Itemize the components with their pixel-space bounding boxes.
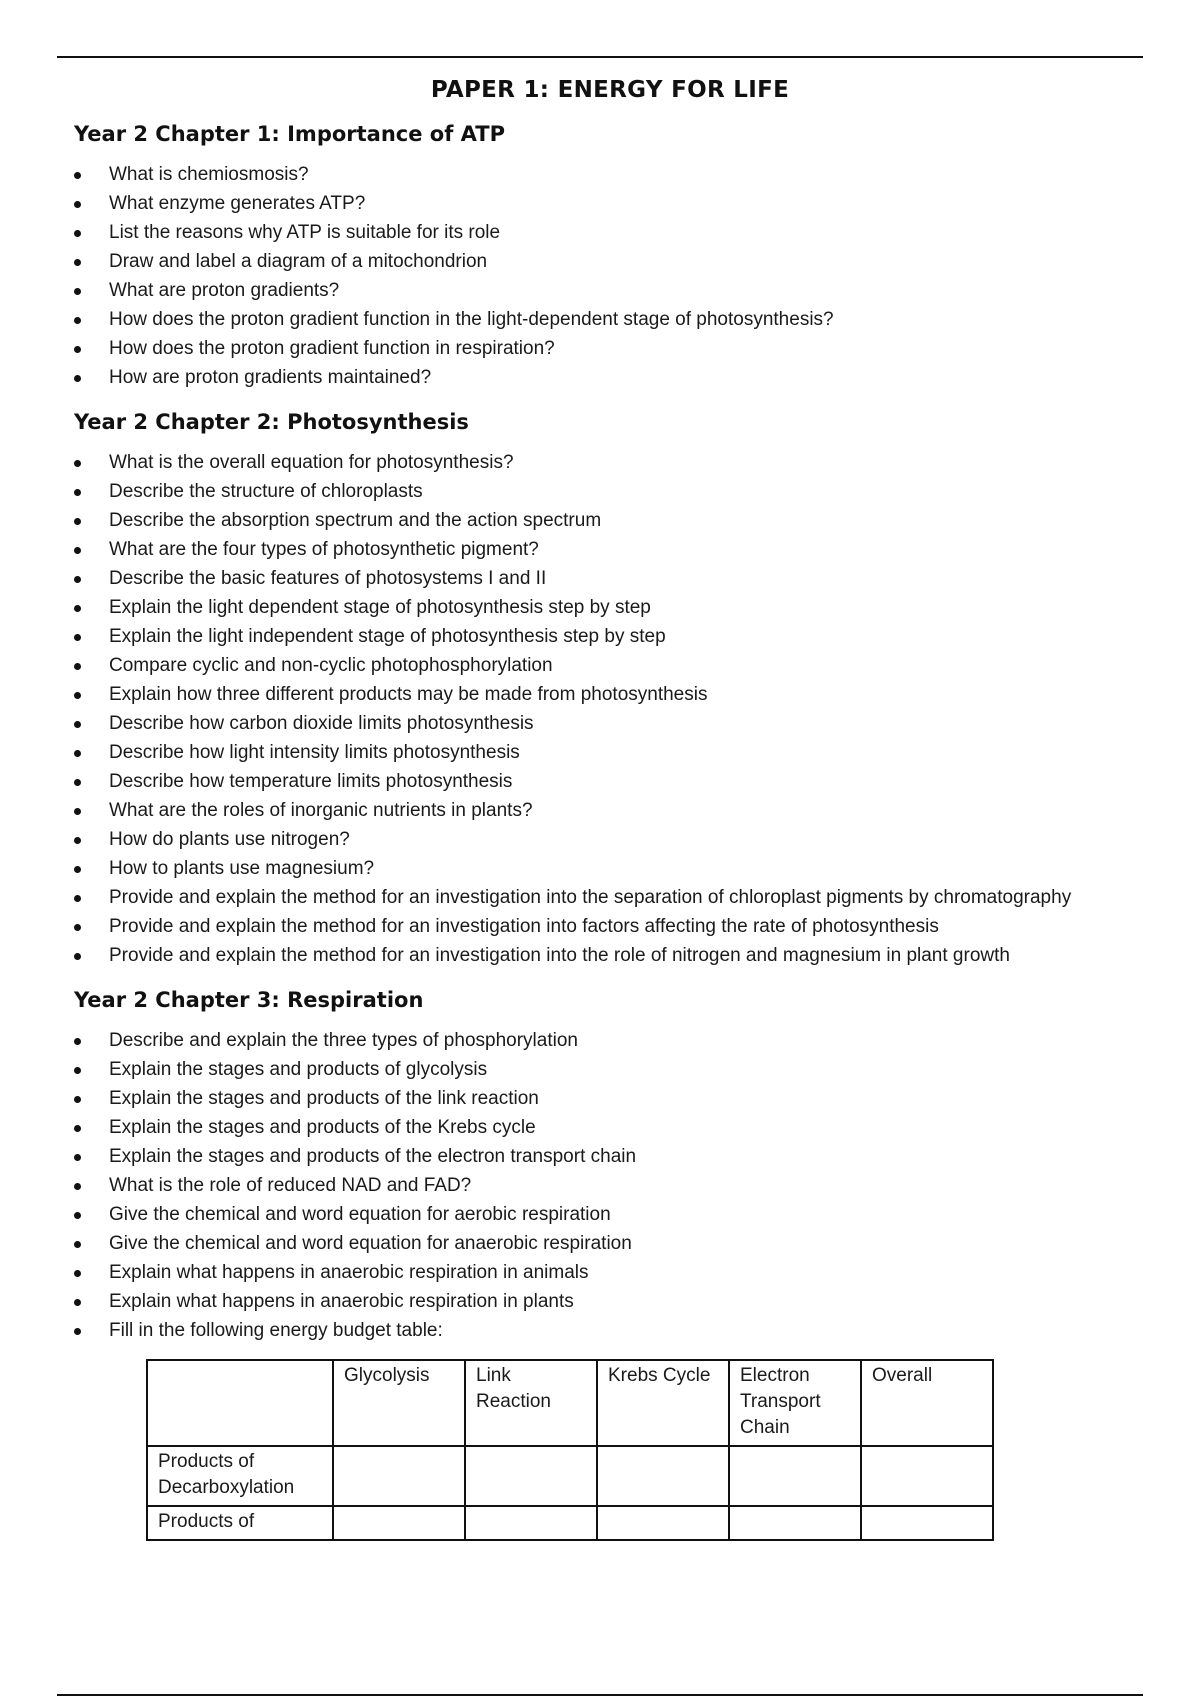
table-cell[interactable] — [333, 1446, 465, 1506]
list-item: List the reasons why ATP is suitable for its role — [74, 218, 1134, 247]
table-header-cell: Krebs Cycle — [597, 1360, 729, 1446]
list-item: What are proton gradients? — [74, 276, 1134, 305]
table-cell[interactable] — [465, 1506, 597, 1540]
table-cell[interactable] — [729, 1446, 861, 1506]
document-page — [74, 74, 1134, 1541]
table-header-cell: Glycolysis — [333, 1360, 465, 1446]
table-cell[interactable] — [597, 1506, 729, 1540]
list-item: How to plants use magnesium? — [74, 854, 1134, 883]
list-item: Describe the absorption spectrum and the action spectrum — [74, 506, 1134, 535]
table-row-label: Products of Decarboxylation — [147, 1446, 333, 1506]
list-item: Give the chemical and word equation for anaerobic respiration — [74, 1229, 1134, 1258]
list-item: Fill in the following energy budget table: — [74, 1316, 1134, 1345]
list-item: Explain what happens in anaerobic respiration in plants — [74, 1287, 1134, 1316]
list-item: Explain the light dependent stage of photosynthesis step by step — [74, 593, 1134, 622]
table-cell[interactable] — [333, 1506, 465, 1540]
table-row-label: Products of — [147, 1506, 333, 1540]
list-item: Describe how carbon dioxide limits photosynthesis — [74, 709, 1134, 738]
list-item: Draw and label a diagram of a mitochondrion — [74, 247, 1134, 276]
list-item: What is chemiosmosis? — [74, 160, 1134, 189]
list-item: Explain the stages and products of glycolysis — [74, 1055, 1134, 1084]
chapter-3-section — [74, 984, 1134, 1541]
list-item: Explain how three different products may be made from photosynthesis — [74, 680, 1134, 709]
list-item: Compare cyclic and non-cyclic photophosphorylation — [74, 651, 1134, 680]
chapter-2-question-list — [74, 448, 1134, 970]
table-cell[interactable] — [465, 1446, 597, 1506]
list-item: How are proton gradients maintained? — [74, 363, 1134, 392]
table-cell[interactable] — [729, 1506, 861, 1540]
list-item: Describe and explain the three types of phosphorylation — [74, 1026, 1134, 1055]
chapter-1-heading: Year 2 Chapter 1: Importance of ATP — [74, 122, 506, 146]
list-item: Give the chemical and word equation for aerobic respiration — [74, 1200, 1134, 1229]
energy-budget-table — [146, 1359, 994, 1541]
table-cell[interactable] — [861, 1506, 993, 1540]
table-row — [147, 1506, 993, 1540]
chapter-1-section — [74, 118, 1134, 392]
list-item: What is the overall equation for photosynthesis? — [74, 448, 1134, 477]
table-header-cell — [147, 1360, 333, 1446]
list-item: How does the proton gradient function in the light-dependent stage of photosynthesis? — [74, 305, 1134, 334]
list-item: What enzyme generates ATP? — [74, 189, 1134, 218]
table-cell[interactable] — [861, 1446, 993, 1506]
list-item: What are the four types of photosynthetic pigment? — [74, 535, 1134, 564]
chapter-3-question-list — [74, 1026, 1134, 1345]
bottom-rule — [57, 1694, 1143, 1696]
list-item: Explain the stages and products of the electron transport chain — [74, 1142, 1134, 1171]
list-item: Explain the stages and products of the Krebs cycle — [74, 1113, 1134, 1142]
list-item: How does the proton gradient function in respiration? — [74, 334, 1134, 363]
list-item: Explain the stages and products of the link reaction — [74, 1084, 1134, 1113]
top-rule — [57, 56, 1143, 58]
table-row — [147, 1446, 993, 1506]
table-header-cell: Overall — [861, 1360, 993, 1446]
list-item: Describe how temperature limits photosynthesis — [74, 767, 1134, 796]
list-item: How do plants use nitrogen? — [74, 825, 1134, 854]
list-item: Provide and explain the method for an investigation into factors affecting the rate of photosynthesis — [74, 912, 1134, 941]
list-item: Provide and explain the method for an investigation into the role of nitrogen and magnesium in plant growth — [74, 941, 1134, 970]
chapter-2-section — [74, 406, 1134, 970]
list-item: Provide and explain the method for an investigation into the separation of chloroplast pigments by chromatography — [74, 883, 1134, 912]
list-item: Describe the basic features of photosystems I and II — [74, 564, 1134, 593]
chapter-1-question-list — [74, 160, 1134, 392]
chapter-2-heading: Year 2 Chapter 2: Photosynthesis — [74, 410, 469, 434]
table-header-row — [147, 1360, 993, 1446]
list-item: What are the roles of inorganic nutrients in plants? — [74, 796, 1134, 825]
chapter-3-heading: Year 2 Chapter 3: Respiration — [74, 988, 424, 1012]
table-header-cell: Link Reaction — [465, 1360, 597, 1446]
document-title: PAPER 1: ENERGY FOR LIFE — [430, 77, 790, 103]
list-item: Describe the structure of chloroplasts — [74, 477, 1134, 506]
list-item: Describe how light intensity limits photosynthesis — [74, 738, 1134, 767]
list-item: Explain what happens in anaerobic respiration in animals — [74, 1258, 1134, 1287]
list-item: Explain the light independent stage of photosynthesis step by step — [74, 622, 1134, 651]
table-header-cell: Electron Transport Chain — [729, 1360, 861, 1446]
table-cell[interactable] — [597, 1446, 729, 1506]
list-item: What is the role of reduced NAD and FAD? — [74, 1171, 1134, 1200]
